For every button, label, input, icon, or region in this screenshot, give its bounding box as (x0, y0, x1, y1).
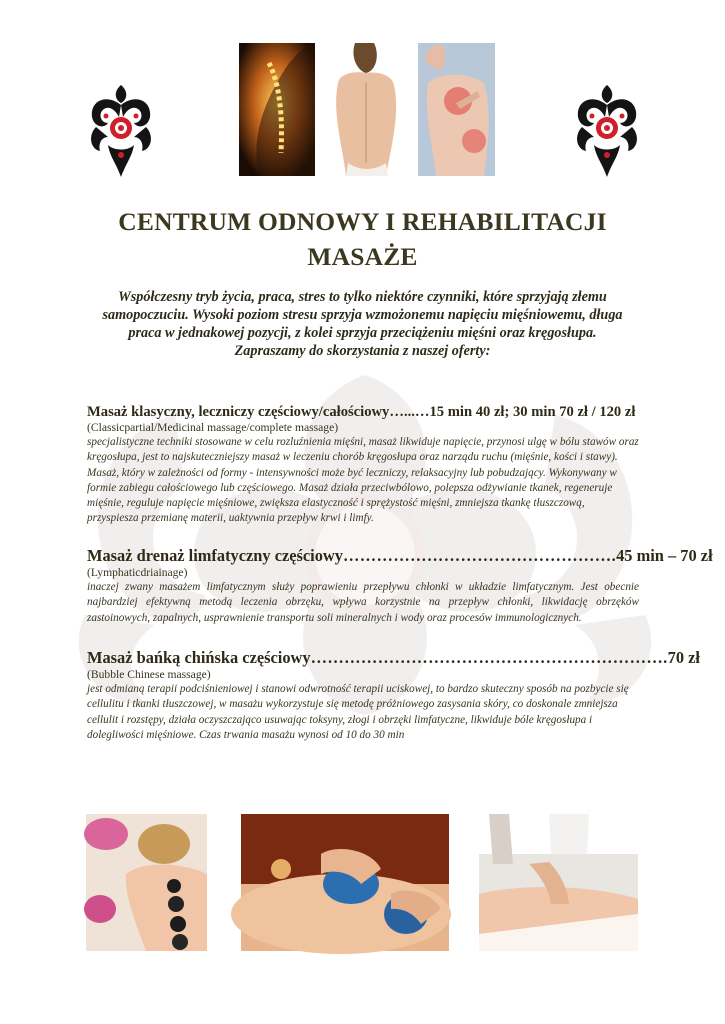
service-chinese-cupping (87, 648, 700, 743)
service-price: 15 min 40 zł; 30 min 70 zł / 120 zł (429, 404, 636, 420)
service-dots: …………………………………………. (342, 546, 617, 565)
spine-glow-photo (239, 43, 315, 176)
service-subtitle: (Classicpartial/Medicinal massage/complete massage) (87, 421, 339, 434)
service-description: jest odmianą terapii podciśnieniowej i stanowi odwrotność terapii uciskowej, to bardzo skuteczny sposób na pozbycie się cellulitu i tkanki tłuszczowej, w masażu wykorzystuje się metodę próżniowego zasysania skóry, co doskonale zmniejsza cellulit i rozstępy, działa oczyszczająco usuwając toksyny, złogi i obrzęki limfatyczne, likwiduje bóle kręgosłupa i dolegliwości mięśniowe. Czas trwania masażu wynosi od 10 do 30 min (87, 683, 629, 741)
page-subtitle: MASAŻE (307, 242, 418, 271)
back-pain-photo (418, 43, 495, 176)
service-heading (87, 404, 639, 421)
folk-ornament-icon (572, 83, 642, 179)
service-description: specjalistyczne techniki stosowane w celu rozluźnienia mięśni, masaż likwiduje napięcie, przynosi ulgę w bólu stawów oraz kręgosłupa, jest to najskuteczniejszy masaż w leczeniu chorób kręgosłupa oraz narządu ruchu (mięśnie, kości i stawy). Masaż, który w zależności od formy - intensywności może być leczniczy, relaksacyjny lub pobudzający. Wykonywany w formie zabiegu całościowego lub częściowego. Masaż działa przeciwbólowo, polepsza odżywianie tkanek, regeneruje mięśnie, reguluje napięcie mięśniowe, zwiększa elastyczność i sprężystość mięśni, zmniejsza tkankę tłuszczową, przyspiesza przemianę materii, uaktywnia przepływ krwi i limfy. (87, 436, 639, 525)
woman-back-photo (320, 43, 411, 176)
service-price: 70 zł (667, 648, 700, 667)
service-dots: …...… (389, 404, 430, 420)
page-title: CENTRUM ODNOWY I REHABILITACJI (118, 207, 607, 236)
service-lymphatic-drainage (87, 546, 713, 626)
service-classic-massage (87, 404, 639, 527)
hot-stone-massage-photo (86, 814, 207, 951)
service-dots: ………………………………………………………. (310, 648, 668, 667)
service-subtitle: (Lymphaticdriainage) (87, 566, 188, 579)
service-name: Masaż klasyczny, leczniczy częściowy/całościowy (87, 404, 390, 420)
service-name: Masaż bańką chińska częściowy (87, 648, 311, 667)
service-heading (87, 648, 700, 668)
service-subtitle: (Bubble Chinese massage) (87, 668, 211, 681)
folk-ornament-icon (86, 83, 156, 179)
service-name: Masaż drenaż limfatyczny częściowy (87, 546, 343, 565)
bubble-massage-photo (241, 814, 449, 951)
service-description: inaczej zwany masażem limfatycznym służy poprawieniu przepływu chłonki w układzie limfatycznym. Jest obecnie najbardziej efektywną metodą leczenia obrzęku, wpływa korzystnie na przepływ chłonki, likwidację obrzęków zastoinowych, zapalnych, usprawnienie transportu soli mineralnych i wody oraz procesów immunologicznych. (87, 581, 639, 624)
back-massage-photo (479, 814, 638, 951)
service-price: 45 min – 70 zł (616, 546, 713, 565)
intro-text: Współczesny tryb życia, praca, stres to tylko niektóre czynniki, które sprzyjają złemu samopoczuciu. Wysoki poziom stresu sprzyja wzmożonemu napięciu mięśniowemu, długa praca w jednakowej pozycji, z kolei sprzyja przeciążeniu mięśni oraz kręgosłupa. Zapraszamy do skorzystania z naszej oferty: (102, 289, 623, 359)
service-heading (87, 546, 713, 566)
